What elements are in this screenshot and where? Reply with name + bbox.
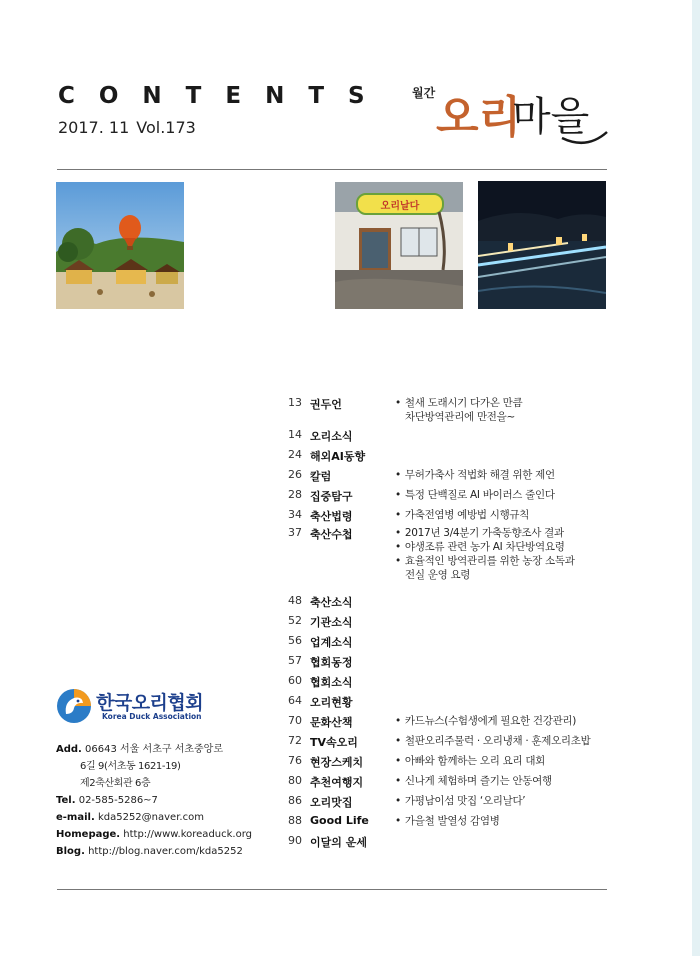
bullet-icon: • [395, 527, 401, 539]
bullet-icon: • [395, 509, 401, 521]
toc-description-line [395, 468, 610, 482]
bottom-rule [57, 889, 607, 890]
toc-row[interactable] [288, 488, 608, 506]
toc-section-title: 문화산책 [310, 716, 353, 729]
page-edge [686, 0, 700, 956]
toc-section-title: 축산법령 [310, 510, 353, 523]
toc-row[interactable] [288, 448, 608, 466]
toc-description-line [395, 488, 610, 502]
toc-page-number: 48 [288, 594, 302, 607]
toc-description-text: 철새 도래시기 다가온 만큼 [404, 397, 523, 409]
toc-description-line [395, 508, 610, 522]
bullet-icon: • [395, 397, 401, 409]
bullet-icon: • [395, 489, 401, 501]
toc-description-line [395, 540, 610, 554]
toc-section-title: 이달의 운세 [310, 836, 367, 849]
toc-row[interactable] [288, 834, 608, 852]
toc-page-number: 64 [288, 694, 302, 707]
email-label: e-mail. [56, 812, 95, 823]
toc-description-text: 카드뉴스(수험생에게 필요한 건강관리) [404, 715, 577, 727]
toc-page-number: 14 [288, 428, 302, 441]
toc-description-line [395, 554, 610, 568]
toc-section-title: 오리소식 [310, 430, 353, 443]
bullet-icon: • [395, 555, 401, 567]
toc-description [395, 814, 610, 828]
contact-info [56, 741, 252, 860]
toc-description [395, 754, 610, 768]
address-line2: 6길 9(서초동 1621-19) [80, 761, 181, 772]
photo-restaurant [335, 182, 463, 309]
toc-page-number: 90 [288, 834, 302, 847]
toc-section-title: 기관소식 [310, 616, 353, 629]
toc-row[interactable] [288, 634, 608, 652]
toc-page-number: 76 [288, 754, 302, 767]
address-label: Add. [56, 744, 82, 755]
toc-description-text: 효율적인 방역관리를 위한 농장 소독과 [404, 555, 575, 567]
toc-description-line [395, 568, 610, 582]
bullet-icon: • [395, 795, 401, 807]
magazine-logo-small: 월간 [412, 86, 436, 100]
toc-row[interactable] [288, 594, 608, 612]
blog-label: Blog. [56, 846, 85, 857]
toc-section-title: 집중탐구 [310, 490, 353, 503]
blog-link[interactable]: http://blog.naver.com/kda5252 [88, 846, 243, 857]
toc-description-text: 2017년 3/4분기 가축동향조사 결과 [404, 527, 564, 539]
toc-row[interactable] [288, 674, 608, 692]
toc-description-line [395, 814, 610, 828]
toc-description-text: 야생조류 관련 농가 AI 차단방역요령 [404, 541, 565, 553]
toc-description-line [395, 794, 610, 808]
toc-section-title: TV속오리 [310, 736, 358, 749]
toc-page-number: 70 [288, 714, 302, 727]
magazine-logo-mark [412, 80, 612, 152]
toc-page-number: 13 [288, 396, 302, 409]
toc-row[interactable] [288, 654, 608, 672]
toc-description-text: 신나게 체험하며 즐기는 안동여행 [404, 775, 552, 787]
toc-description-line [395, 526, 610, 540]
toc-section-title: Good Life [310, 814, 369, 827]
toc-section-title: 해외AI동향 [310, 450, 366, 463]
toc-description [395, 508, 610, 522]
toc-section-title: 현장스케치 [310, 756, 364, 769]
bullet-icon: • [395, 815, 401, 827]
tel-value: 02-585-5286~7 [78, 795, 158, 806]
toc-description-text: 전실 운영 요령 [405, 569, 471, 581]
toc-section-title: 축산소식 [310, 596, 353, 609]
toc-row[interactable] [288, 396, 608, 423]
toc-section-title: 축산수첩 [310, 528, 353, 541]
toc-page-number: 34 [288, 508, 302, 521]
toc-section-title: 오리현황 [310, 696, 353, 709]
address-line3: 제2축산회관 6층 [80, 778, 151, 789]
toc-row[interactable] [288, 734, 608, 752]
toc-row[interactable] [288, 428, 608, 446]
issue-date: 2017. 11 [58, 118, 130, 137]
toc-page-number: 56 [288, 634, 302, 647]
toc-section-title: 추천여행지 [310, 776, 364, 789]
toc-description-text: 가을철 발열성 감염병 [404, 815, 500, 827]
toc-page-number: 37 [288, 526, 302, 539]
photo-night-bridge [478, 181, 606, 309]
toc-description-text: 특정 단백질로 AI 바이러스 줄인다 [404, 489, 555, 501]
tel-label: Tel. [56, 795, 76, 806]
bullet-icon: • [395, 469, 401, 481]
bullet-icon: • [395, 735, 401, 747]
magazine-logo-text-orange: 오리 [436, 92, 522, 143]
toc-description-text: 가축전염병 예방법 시행규칙 [404, 509, 530, 521]
toc-description [395, 488, 610, 502]
toc-section-title: 권두언 [310, 398, 342, 411]
homepage-label: Homepage. [56, 829, 121, 840]
toc-description-line [395, 754, 610, 768]
toc-row[interactable] [288, 714, 608, 732]
toc-row[interactable] [288, 694, 608, 712]
toc-section-title: 협회동정 [310, 656, 353, 669]
toc-row[interactable] [288, 526, 608, 581]
toc-section-title: 업계소식 [310, 636, 353, 649]
toc-row[interactable] [288, 814, 608, 832]
toc-section-title: 협회소식 [310, 676, 353, 689]
bullet-icon: • [395, 775, 401, 787]
issue-volume: Vol.173 [136, 118, 196, 137]
page-edge-strip [692, 0, 700, 956]
toc-row[interactable] [288, 508, 608, 526]
toc-row[interactable] [288, 774, 608, 792]
toc-page-number: 60 [288, 674, 302, 687]
toc-description-text: 아빠와 함께하는 오리 요리 대회 [404, 755, 546, 767]
toc-description-text: 무허가축사 적법화 해결 위한 제언 [404, 469, 555, 481]
toc-page-number: 72 [288, 734, 302, 747]
toc-section-title: 칼럼 [310, 470, 332, 483]
photo-balloon-park [56, 182, 184, 309]
association-logo [56, 688, 204, 728]
association-name-en: Korea Duck Association [102, 712, 202, 721]
toc-page-number: 57 [288, 654, 302, 667]
toc-page-number: 26 [288, 468, 302, 481]
toc-description [395, 794, 610, 808]
toc-page-number: 24 [288, 448, 302, 461]
toc-description [395, 396, 610, 424]
bullet-icon: • [395, 541, 401, 553]
toc-row[interactable] [288, 468, 608, 486]
toc-description-text: 철판오리주물럭 · 오리냉채 · 훈제오리초밥 [404, 735, 591, 747]
issue-info [58, 118, 196, 137]
toc-row[interactable] [288, 794, 608, 812]
toc-description [395, 468, 610, 482]
bullet-icon: • [395, 715, 401, 727]
toc-description-line [395, 410, 610, 424]
bullet-icon: • [395, 755, 401, 767]
toc-description [395, 774, 610, 788]
toc-description-line [395, 734, 610, 748]
toc-description-line [395, 774, 610, 788]
toc-page-number: 52 [288, 614, 302, 627]
toc-row[interactable] [288, 614, 608, 632]
toc-description-line [395, 396, 610, 410]
email-link[interactable]: kda5252@naver.com [97, 812, 204, 823]
toc-description-text: 차단방역관리에 만전을~ [405, 411, 515, 423]
magazine-logo [412, 80, 612, 152]
toc-page-number: 80 [288, 774, 302, 787]
toc-description [395, 526, 610, 582]
toc-page-number: 28 [288, 488, 302, 501]
contents-title: CONTENTS [58, 83, 389, 109]
toc-row[interactable] [288, 754, 608, 772]
toc-description-text: 가평남이섬 맛집 ‘오리날다’ [404, 795, 526, 807]
toc-description [395, 714, 610, 728]
toc-section-title: 오리맛집 [310, 796, 353, 809]
toc-description-line [395, 714, 610, 728]
address-line1: 06643 서울 서초구 서초중앙로 [85, 744, 223, 755]
top-rule [57, 169, 607, 170]
homepage-link[interactable]: http://www.koreaduck.org [123, 829, 252, 840]
duck-logo-icon [56, 688, 92, 724]
association-name: 한국오리협회 [96, 692, 204, 714]
restaurant-sign-text: 오리날다 [380, 201, 420, 212]
magazine-logo-text-black: 마을 [512, 94, 590, 140]
toc-page-number: 86 [288, 794, 302, 807]
toc-description [395, 734, 610, 748]
toc-page-number: 88 [288, 814, 302, 827]
